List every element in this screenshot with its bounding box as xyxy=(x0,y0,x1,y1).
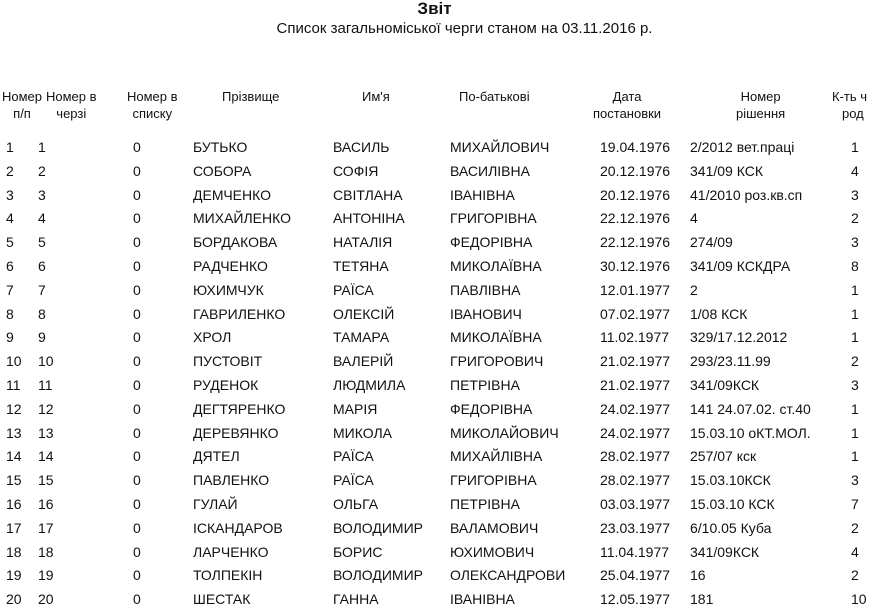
cell-num-list: 0 xyxy=(133,424,141,441)
cell-num-pp: 9 xyxy=(6,329,14,346)
table-row xyxy=(0,398,869,421)
cell-patronymic: ВАСИЛІВНА xyxy=(450,162,530,179)
cell-num-list: 0 xyxy=(133,234,141,251)
cell-surname: ДЕМЧЕНКО xyxy=(193,186,271,203)
cell-patronymic: ВАЛАМОВИЧ xyxy=(450,519,539,536)
cell-surname: ГАВРИЛЕНКО xyxy=(193,305,286,322)
cell-surname: ДЯТЕЛ xyxy=(193,448,240,465)
cell-count: 1 xyxy=(851,424,859,441)
cell-decision: 341/09КСК xyxy=(690,543,760,560)
cell-num-list: 0 xyxy=(133,305,141,322)
cell-name: ТАМАРА xyxy=(333,329,390,346)
table-row xyxy=(0,517,869,540)
cell-num-list: 0 xyxy=(133,519,141,536)
cell-num-pp: 6 xyxy=(6,258,14,274)
cell-num-queue: 4 xyxy=(38,210,46,227)
cell-date: 20.12.1976 xyxy=(600,162,671,179)
cell-num-list: 0 xyxy=(133,353,141,370)
cell-patronymic: ГРИГОРІВНА xyxy=(450,210,537,227)
cell-name: ОЛЬГА xyxy=(333,496,379,512)
cell-count: 1 xyxy=(851,329,859,346)
cell-num-queue: 10 xyxy=(38,353,54,370)
cell-count: 3 xyxy=(851,377,859,393)
cell-count: 2 xyxy=(851,210,859,227)
cell-count: 2 xyxy=(851,519,859,536)
cell-name: ТЕТЯНА xyxy=(333,258,389,274)
cell-count: 7 xyxy=(851,496,859,512)
header-date: Дата постановки xyxy=(593,89,662,121)
cell-date: 07.02.1977 xyxy=(600,305,671,322)
cell-num-list: 0 xyxy=(133,448,141,465)
cell-num-pp: 20 xyxy=(6,591,22,608)
table-row xyxy=(0,207,869,230)
cell-num-pp: 8 xyxy=(6,305,14,322)
report-subtitle: Список загальноміської черги станом на 03.11.2016 р. xyxy=(276,20,653,37)
cell-patronymic: МИХАЙЛІВНА xyxy=(450,448,543,465)
cell-surname: ШЕСТАК xyxy=(193,591,251,608)
cell-decision: 2 xyxy=(690,281,698,298)
header-num-list: Номер в списку xyxy=(127,89,178,121)
cell-decision: 2/2012 вет.праці xyxy=(690,139,795,155)
cell-surname: ДЕГТЯРЕНКО xyxy=(193,400,286,417)
table-row xyxy=(0,493,869,516)
cell-name: ВОЛОДИМИР xyxy=(333,519,423,536)
header-name: Им'я xyxy=(362,89,390,104)
cell-num-list: 0 xyxy=(133,591,141,608)
cell-num-queue: 2 xyxy=(38,162,46,179)
cell-num-list: 0 xyxy=(133,543,141,560)
cell-surname: ПУСТОВІТ xyxy=(193,353,263,370)
cell-count: 2 xyxy=(851,353,859,370)
cell-surname: ГУЛАЙ xyxy=(193,496,238,512)
cell-date: 23.03.1977 xyxy=(600,519,671,536)
cell-patronymic: ПЕТРІВНА xyxy=(450,496,520,512)
table-row xyxy=(0,564,869,587)
cell-name: БОРИС xyxy=(333,543,383,560)
cell-surname: МИХАЙЛЕНКО xyxy=(193,210,291,227)
header-count: К-ть ч род xyxy=(832,89,868,121)
cell-name: МИКОЛА xyxy=(333,424,392,441)
cell-decision: 141 24.07.02. ст.40 xyxy=(690,400,811,417)
cell-count: 10 xyxy=(851,591,867,608)
cell-count: 1 xyxy=(851,139,859,155)
cell-name: ЛЮДМИЛА xyxy=(333,377,406,393)
table-row xyxy=(0,374,869,397)
cell-num-list: 0 xyxy=(133,567,141,584)
cell-num-list: 0 xyxy=(133,329,141,346)
table-row xyxy=(0,303,869,326)
cell-name: РАЇСА xyxy=(333,281,374,298)
cell-num-pp: 15 xyxy=(6,472,22,489)
cell-date: 21.02.1977 xyxy=(600,353,671,370)
cell-surname: ІСКАНДАРОВ xyxy=(193,519,283,536)
cell-num-list: 0 xyxy=(133,472,141,489)
cell-num-list: 0 xyxy=(133,186,141,203)
cell-num-list: 0 xyxy=(133,258,141,274)
cell-num-pp: 3 xyxy=(6,186,14,203)
cell-name: НАТАЛІЯ xyxy=(333,234,393,251)
cell-patronymic: ПЕТРІВНА xyxy=(450,377,520,393)
table-row xyxy=(0,422,869,445)
cell-count: 1 xyxy=(851,448,859,465)
cell-num-queue: 7 xyxy=(38,281,46,298)
cell-count: 4 xyxy=(851,543,859,560)
cell-surname: РУДЕНОК xyxy=(193,377,259,393)
cell-decision: 293/23.11.99 xyxy=(690,353,771,370)
cell-patronymic: МИКОЛАЙОВИЧ xyxy=(450,424,559,441)
cell-date: 11.02.1977 xyxy=(600,329,670,346)
cell-num-queue: 5 xyxy=(38,234,46,251)
cell-date: 25.04.1977 xyxy=(600,567,671,584)
cell-count: 3 xyxy=(851,472,859,489)
cell-patronymic: МИКОЛАЇВНА xyxy=(450,329,542,346)
cell-name: СВІТЛАНА xyxy=(333,186,403,203)
cell-count: 2 xyxy=(851,567,859,584)
cell-decision: 15.03.10 КСК xyxy=(690,496,775,512)
cell-num-queue: 16 xyxy=(38,496,54,512)
cell-num-pp: 4 xyxy=(6,210,14,227)
table-row xyxy=(0,231,869,254)
cell-patronymic: ІВАНІВНА xyxy=(450,591,515,608)
cell-decision: 181 xyxy=(690,591,714,608)
cell-patronymic: ФЕДОРІВНА xyxy=(450,400,533,417)
cell-num-pp: 14 xyxy=(6,448,22,465)
cell-num-queue: 8 xyxy=(38,305,46,322)
cell-num-queue: 17 xyxy=(38,519,54,536)
cell-decision: 15.03.10КСК xyxy=(690,472,771,489)
cell-decision: 15.03.10 оКТ.МОЛ. xyxy=(690,424,811,441)
cell-patronymic: ФЕДОРІВНА xyxy=(450,234,533,251)
cell-num-pp: 18 xyxy=(6,543,22,560)
cell-num-list: 0 xyxy=(133,496,141,512)
cell-num-list: 0 xyxy=(133,139,141,155)
cell-name: ВАСИЛЬ xyxy=(333,139,390,155)
cell-count: 3 xyxy=(851,234,859,251)
cell-patronymic: МИКОЛАЇВНА xyxy=(450,258,542,274)
cell-name: ВАЛЕРІЙ xyxy=(333,353,394,370)
cell-surname: ЛАРЧЕНКО xyxy=(193,543,269,560)
table-row xyxy=(0,255,869,278)
cell-num-pp: 11 xyxy=(6,377,21,393)
cell-decision: 1/08 КСК xyxy=(690,305,748,322)
cell-num-queue: 18 xyxy=(38,543,54,560)
cell-num-pp: 5 xyxy=(6,234,14,251)
cell-patronymic: ІВАНІВНА xyxy=(450,186,515,203)
cell-name: ОЛЕКСІЙ xyxy=(333,305,395,322)
table-row xyxy=(0,469,869,492)
cell-num-pp: 13 xyxy=(6,424,22,441)
cell-num-queue: 12 xyxy=(38,400,54,417)
cell-surname: ДЕРЕВЯНКО xyxy=(193,424,279,441)
cell-num-list: 0 xyxy=(133,377,141,393)
cell-count: 1 xyxy=(851,305,859,322)
cell-num-pp: 12 xyxy=(6,400,22,417)
cell-date: 22.12.1976 xyxy=(600,210,671,227)
cell-num-pp: 10 xyxy=(6,353,22,370)
cell-date: 11.04.1977 xyxy=(600,543,670,560)
cell-num-list: 0 xyxy=(133,162,141,179)
table-row xyxy=(0,445,869,468)
cell-date: 30.12.1976 xyxy=(600,258,671,274)
cell-date: 24.02.1977 xyxy=(600,424,671,441)
cell-num-queue: 6 xyxy=(38,258,46,274)
cell-patronymic: ЮХИМОВИЧ xyxy=(450,543,535,560)
cell-surname: ЮХИМЧУК xyxy=(193,281,264,298)
cell-num-queue: 15 xyxy=(38,472,54,489)
table-row xyxy=(0,184,869,207)
cell-name: СОФІЯ xyxy=(333,162,379,179)
cell-patronymic: ГРИГОРІВНА xyxy=(450,472,537,489)
cell-surname: ХРОЛ xyxy=(193,329,232,346)
cell-surname: БОРДАКОВА xyxy=(193,234,278,251)
cell-date: 21.02.1977 xyxy=(600,377,671,393)
cell-decision: 6/10.05 Куба xyxy=(690,519,772,536)
cell-num-pp: 19 xyxy=(6,567,22,584)
cell-count: 8 xyxy=(851,258,859,274)
cell-patronymic: ІВАНОВИЧ xyxy=(450,305,522,322)
cell-decision: 341/09 КСКДРА xyxy=(690,258,791,274)
cell-decision: 274/09 xyxy=(690,234,733,251)
cell-name: РАЇСА xyxy=(333,472,374,489)
cell-count: 3 xyxy=(851,186,859,203)
cell-decision: 329/17.12.2012 xyxy=(690,329,788,346)
cell-num-queue: 3 xyxy=(38,186,46,203)
header-surname: Прізвище xyxy=(222,89,280,104)
cell-num-queue: 1 xyxy=(38,139,46,155)
cell-decision: 341/09КСК xyxy=(690,377,760,393)
header-patronymic: По-батькові xyxy=(459,89,530,104)
cell-date: 12.01.1977 xyxy=(600,281,671,298)
cell-date: 28.02.1977 xyxy=(600,472,671,489)
cell-date: 28.02.1977 xyxy=(600,448,671,465)
cell-surname: СОБОРА xyxy=(193,162,252,179)
table-row xyxy=(0,541,869,564)
cell-decision: 41/2010 роз.кв.сп xyxy=(690,186,803,203)
cell-surname: ПАВЛЕНКО xyxy=(193,472,270,489)
cell-name: РАЇСА xyxy=(333,448,374,465)
table-row xyxy=(0,160,869,183)
cell-num-queue: 20 xyxy=(38,591,54,608)
cell-surname: ТОЛПЕКІН xyxy=(193,567,263,584)
cell-count: 1 xyxy=(851,400,859,417)
table-row xyxy=(0,588,869,611)
cell-patronymic: ПАВЛІВНА xyxy=(450,281,521,298)
cell-name: МАРІЯ xyxy=(333,400,378,417)
cell-date: 12.05.1977 xyxy=(600,591,671,608)
table-row xyxy=(0,136,869,159)
cell-patronymic: ГРИГОРОВИЧ xyxy=(450,353,544,370)
table-row xyxy=(0,326,869,349)
cell-num-list: 0 xyxy=(133,210,141,227)
cell-patronymic: МИХАЙЛОВИЧ xyxy=(450,139,550,155)
cell-date: 19.04.1976 xyxy=(600,139,671,155)
cell-date: 22.12.1976 xyxy=(600,234,671,251)
cell-patronymic: ОЛЕКСАНДРОВИ xyxy=(450,567,566,584)
cell-name: ВОЛОДИМИР xyxy=(333,567,423,584)
cell-num-queue: 19 xyxy=(38,567,54,584)
cell-num-pp: 1 xyxy=(6,139,14,155)
table-row xyxy=(0,279,869,302)
cell-num-queue: 13 xyxy=(38,424,54,441)
cell-date: 20.12.1976 xyxy=(600,186,671,203)
cell-name: ГАННА xyxy=(333,591,379,608)
cell-decision: 16 xyxy=(690,567,706,584)
report-title: Звіт xyxy=(417,0,452,18)
cell-num-queue: 9 xyxy=(38,329,46,346)
cell-count: 4 xyxy=(851,162,859,179)
cell-name: АНТОНІНА xyxy=(333,210,405,227)
cell-surname: РАДЧЕНКО xyxy=(193,258,268,274)
cell-num-pp: 2 xyxy=(6,162,14,179)
header-decision: Номер рішення xyxy=(736,89,786,121)
cell-count: 1 xyxy=(851,281,859,298)
cell-date: 03.03.1977 xyxy=(600,496,671,512)
header-num-pp: Номер п/п xyxy=(2,89,43,121)
cell-surname: БУТЬКО xyxy=(193,139,248,155)
cell-decision: 4 xyxy=(690,210,698,227)
header-num-queue: Номер в черзі xyxy=(46,89,97,121)
cell-num-queue: 14 xyxy=(38,448,54,465)
cell-decision: 257/07 кск xyxy=(690,448,757,465)
cell-decision: 341/09 КСК xyxy=(690,162,763,179)
cell-num-list: 0 xyxy=(133,281,141,298)
cell-num-queue: 11 xyxy=(38,377,53,393)
cell-num-pp: 16 xyxy=(6,496,22,512)
cell-num-list: 0 xyxy=(133,400,141,417)
table-row xyxy=(0,350,869,373)
cell-date: 24.02.1977 xyxy=(600,400,671,417)
cell-num-pp: 7 xyxy=(6,281,14,298)
cell-num-pp: 17 xyxy=(6,519,22,536)
